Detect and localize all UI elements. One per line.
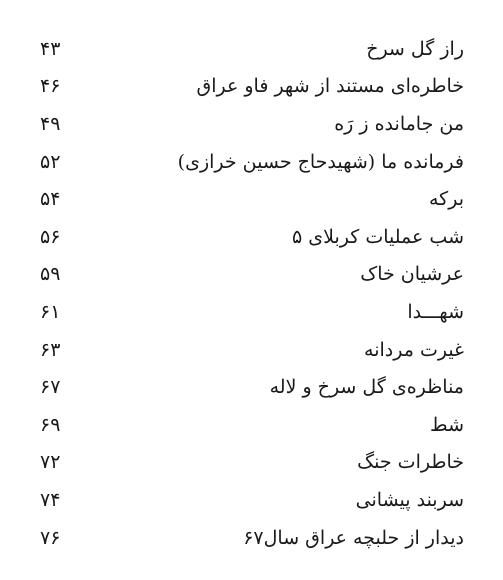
toc-page-number: ۴۶ <box>40 75 61 98</box>
toc-page-number: ۵۶ <box>40 225 61 248</box>
toc-entry <box>40 105 464 143</box>
toc-entry-title: سربند پیشانی <box>355 488 464 511</box>
toc-entry-title: برکه <box>428 188 464 211</box>
toc-page-number: ۵۴ <box>40 188 61 211</box>
toc-entry <box>40 331 464 369</box>
toc-entry <box>40 30 464 68</box>
toc-entry-title: شط <box>430 413 464 436</box>
toc-page-number: ۴۹ <box>40 112 61 135</box>
toc-entry-title: دیدار از حلبچه عراق سال۶۷ <box>243 526 464 549</box>
toc-entry <box>40 293 464 331</box>
toc-entry-title: شهـــدا <box>407 300 464 323</box>
toc-entry-title: من جامانده ز رَه <box>334 112 464 135</box>
toc-entry-title: راز گل سرخ <box>366 37 464 60</box>
toc-page-number: ۴۳ <box>40 37 61 60</box>
toc-entry <box>40 256 464 294</box>
toc-page-number: ۶۹ <box>40 413 61 436</box>
toc-page-number: ۵۲ <box>40 150 61 173</box>
toc-entry-title: فرمانده ما (شهیدحاج حسین خرازی) <box>177 150 464 173</box>
toc-page-number: ۶۱ <box>40 300 61 323</box>
toc-entry <box>40 519 464 557</box>
toc-entry-title: شب عملیات کربلای ۵ <box>292 225 464 248</box>
toc-entry-title: خاطره‌ای مستند از شهر فاو عراق <box>196 75 464 98</box>
toc-entry-title: خاطرات جنگ <box>357 451 464 474</box>
toc-page-number: ۵۹ <box>40 263 61 286</box>
toc-entry-title: غیرت مردانه <box>364 338 464 361</box>
toc-entry-title: عرشیان خاک <box>360 263 464 286</box>
toc-entry <box>40 218 464 256</box>
toc-entry <box>40 481 464 519</box>
toc-entry <box>40 68 464 106</box>
toc-page-number: ۶۳ <box>40 338 61 361</box>
toc-entry <box>40 368 464 406</box>
toc-entry <box>40 406 464 444</box>
toc-page-number: ۷۶ <box>40 526 61 549</box>
toc-entry-title: مناظره‌ی گل سرخ و لاله <box>269 376 464 399</box>
toc-page-number: ۷۴ <box>40 488 61 511</box>
toc-entry <box>40 444 464 482</box>
toc-page-number: ۷۲ <box>40 451 61 474</box>
table-of-contents <box>40 30 464 556</box>
toc-entry <box>40 143 464 181</box>
toc-entry <box>40 180 464 218</box>
toc-page-number: ۶۷ <box>40 376 61 399</box>
